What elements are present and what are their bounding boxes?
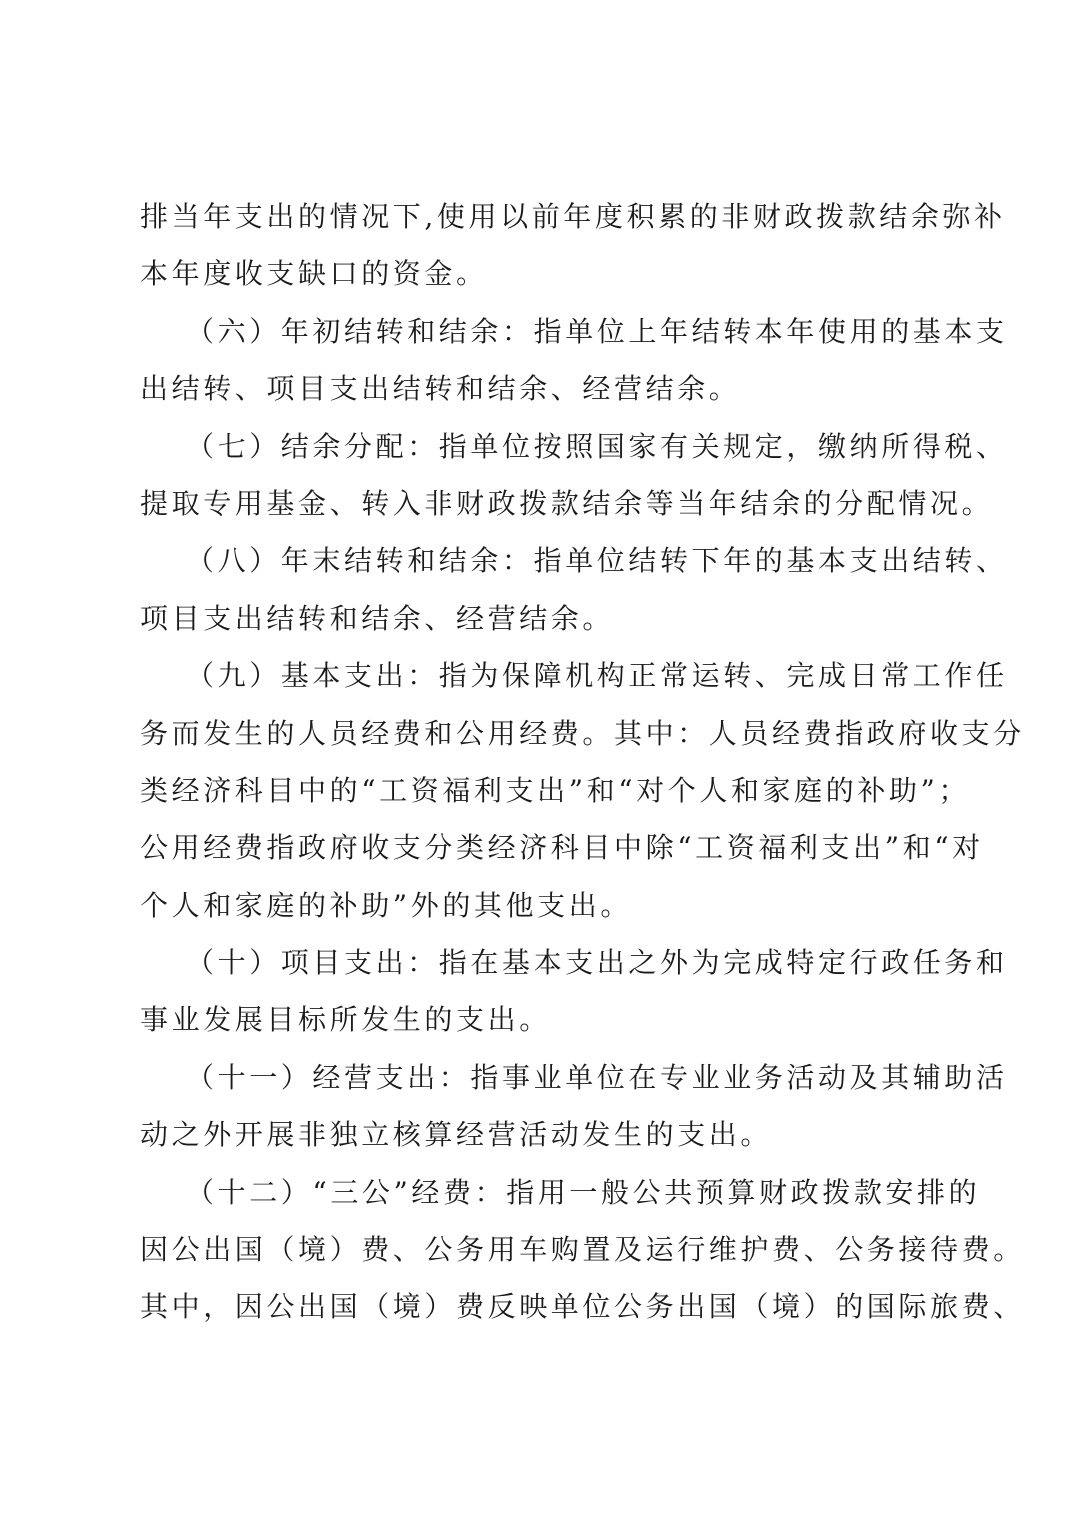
text-line: 事业发展目标所发生的支出。 bbox=[140, 1003, 551, 1037]
text-line: 排当年支出的情况下,使用以前年度积累的非财政拨款结余弥补 bbox=[140, 200, 1006, 233]
text-line: 公用经费指政府收支分类经济科目中除“工资福利支出”和“对 bbox=[140, 831, 984, 865]
text-line: 个人和家庭的补助”外的其他支出。 bbox=[140, 888, 632, 922]
paragraph-eleven-start: （十一）经营支出：指事业单位在专业业务活动及其辅助活 bbox=[186, 1060, 1008, 1094]
paragraph-twelve-start: （十二）“三公”经费：指用一般公共预算财政拨款安排的 bbox=[186, 1175, 981, 1209]
text-line: 本年度收支缺口的资金。 bbox=[140, 257, 488, 291]
paragraph-six-start: （六）年初结转和结余：指单位上年结转本年使用的基本支 bbox=[186, 314, 1008, 348]
paragraph-eight-start: （八）年末结转和结余：指单位结转下年的基本支出结转、 bbox=[186, 544, 1008, 578]
text-line: 因公出国（境）费、公务用车购置及运行维护费、公务接待费。 bbox=[140, 1233, 1025, 1267]
text-line: 项目支出结转和结余、经营结余。 bbox=[140, 601, 615, 635]
text-line: 其中，因公出国（境）费反映单位公务出国（境）的国际旅费、 bbox=[140, 1290, 1025, 1324]
paragraph-nine-start: （九）基本支出：指为保障机构正常运转、完成日常工作任 bbox=[186, 659, 1008, 693]
paragraph-seven-start: （七）结余分配：指单位按照国家有关规定，缴纳所得税、 bbox=[186, 429, 1008, 463]
text-line: 动之外开展非独立核算经营活动发生的支出。 bbox=[140, 1118, 773, 1152]
document-page bbox=[140, 188, 1025, 1336]
text-line: 提取专用基金、转入非财政拨款结余等当年结余的分配情况。 bbox=[140, 486, 994, 520]
paragraph-ten-start: （十）项目支出：指在基本支出之外为完成特定行政任务和 bbox=[186, 946, 1008, 980]
text-line: 出结转、项目支出结转和结余、经营结余。 bbox=[140, 372, 741, 406]
text-line: 务而发生的人员经费和公用经费。其中：人员经费指政府收支分 bbox=[140, 716, 1025, 750]
text-line: 类经济科目中的“工资福利支出”和“对个人和家庭的补助”； bbox=[140, 773, 971, 807]
